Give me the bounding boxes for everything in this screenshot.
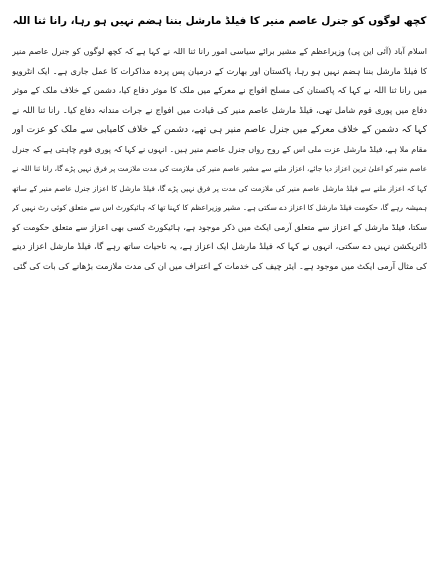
article-line: کا فیلڈ مارشل بننا ہضم نہیں ہو رہا، پاکستان اور بھارت کے درمیان پس پردہ مذاکرات کا عمل جاری ہے۔ ایک انٹرویو — [12, 65, 427, 76]
article-line: کی مثال آرمی ایکٹ میں موجود ہے۔ ایئر چیف کی خدمات کے اعتراف میں ان کی مدت ملازمت بڑھانے کی بات کی گئی — [13, 260, 427, 271]
article-line: کہا کہ دشمن کے خلاف معرکے میں جنرل عاصم منیر ہی تھے، دشمن کے خلاف کامیابی سے ملک کو عزت اور — [12, 124, 427, 135]
article-line: دفاع میں پوری قوم شامل تھی، فیلڈ مارشل عاصم منیر کی قیادت میں افواج نے جرات مندانہ دفاع کیا۔ رانا ثنا اللہ نے — [12, 104, 427, 115]
article-line: عاصم منیر کو اعلیٰ ترین اعزاز دیا جائے، اعزاز ملنے سے مشیر عاصم منیر کی ملازمت کی مدت ملازمت پر فرق نہیں پڑے گا، رانا ثنا اللہ نے — [12, 164, 427, 173]
article-line: میں رانا ثنا اللہ نے کہا کہ پاکستان کی مسلح افواج نے معرکے میں ملک کا موثر دفاع کیا، دشمن کے خلاف ملک کے موثر — [12, 85, 427, 95]
article-body — [12, 42, 427, 276]
article-line: کہا کہ اعزاز ملنے سے فیلڈ مارشل عاصم منیر کی ملازمت کی مدت پر فرق نہیں پڑے گا، فیلڈ مارشل کا اعزاز جنرل عاصم منیر کے ساتھ — [12, 183, 427, 193]
article-line: مقام ملا ہے، فیلڈ مارشل عزت ملی اس کے روح رواں جنرل عاصم منیر ہیں۔ انہوں نے کہا کہ پوری قوم چاہتی ہے کہ جنرل — [12, 144, 427, 154]
article-line: ہمیشہ رہے گا، حکومت فیلڈ مارشل کا اعزاز دے سکتی ہے۔ مشیر وزیراعظم کا کہنا تھا کہ ہائیکورٹ اس سے متعلق کوئی رٹ نہیں کر — [12, 203, 427, 212]
headline: کچھ لوگوں کو جنرل عاصم منیر کا فیلڈ مارشل بننا ہضم نہیں ہو رہا، رانا ثنا اللہ — [12, 15, 427, 27]
article-line: سکتا، فیلڈ مارشل کے اعزاز سے متعلق آرمی ایکٹ میں ذکر موجود ہے، ہائیکورٹ کسی بھی اعزاز سے متعلق حکومت کو — [12, 221, 427, 232]
article-line: ڈائریکشن نہیں دے سکتی، انہوں نے کہا کہ فیلڈ مارشل ایک اعزاز ہے، یہ تاحیات ساتھ رہے گا، فیلڈ مارشل اعزاز دینے — [12, 241, 427, 251]
article-line: اسلام آباد (آئی این پی) وزیراعظم کے مشیر برائے سیاسی امور رانا ثنا اللہ نے کہا ہے کہ کچھ لوگوں کو جنرل عاصم منیر — [12, 46, 427, 56]
